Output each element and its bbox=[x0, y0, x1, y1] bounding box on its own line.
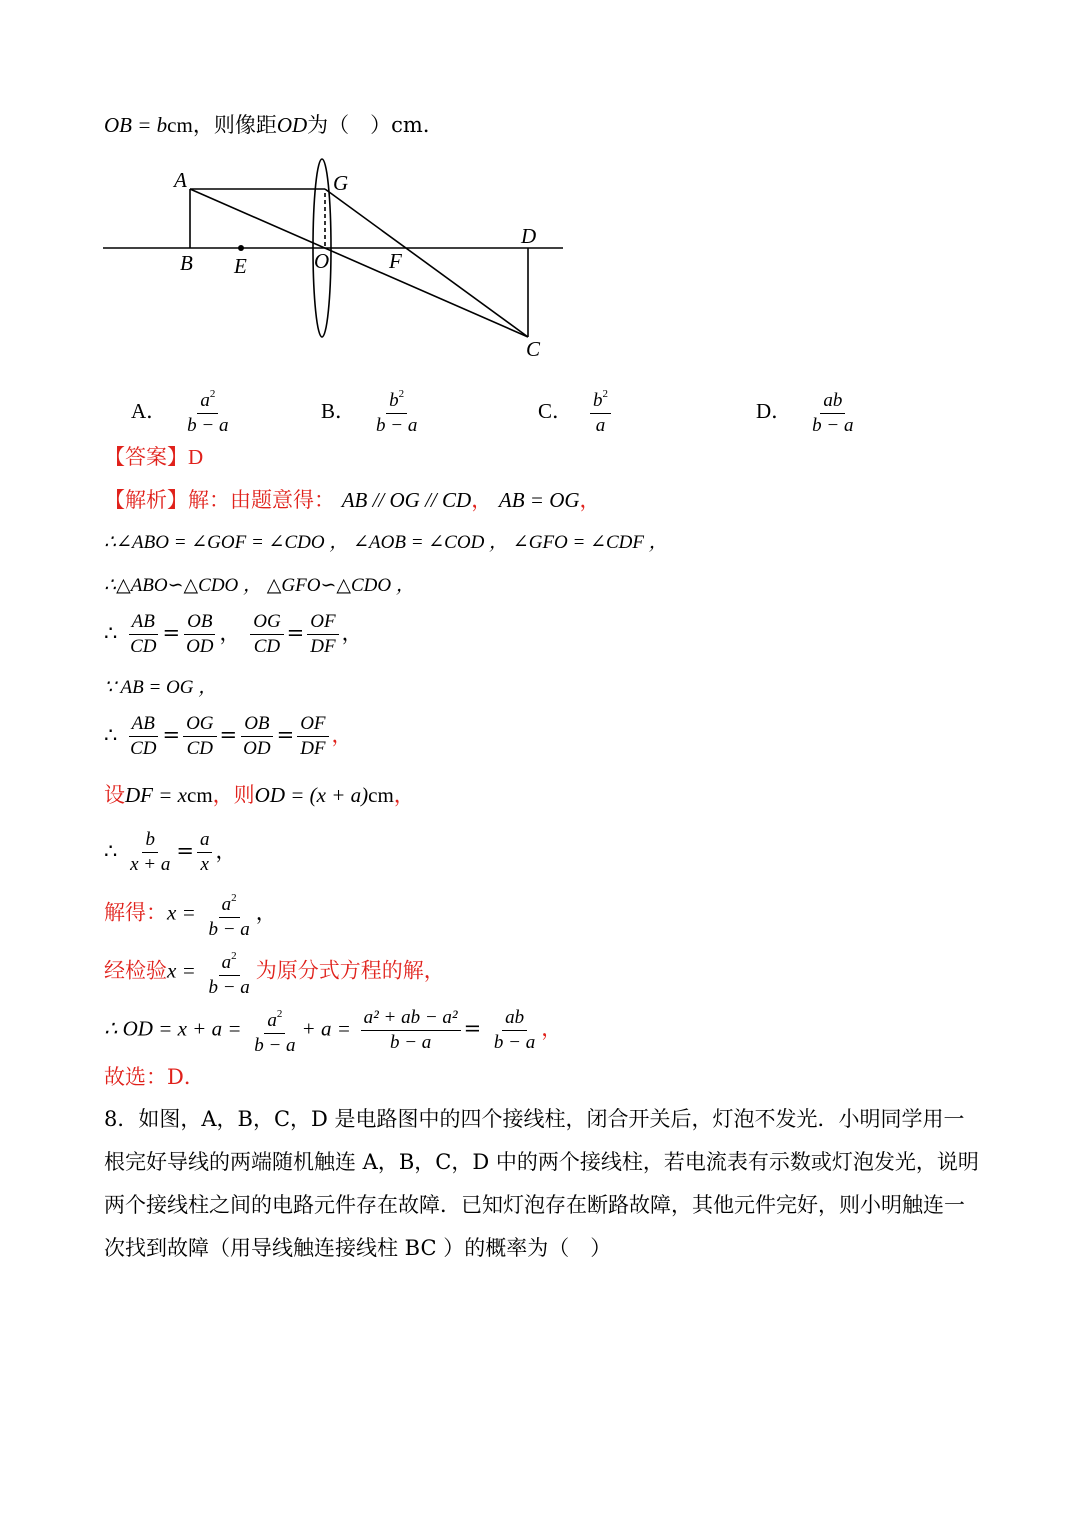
equation-line: ∴ $\frac{b}{x + a}$ = $\frac{a}{x}$ ， bbox=[104, 829, 237, 875]
problem-8: 8．如图，A，B，C，D 是电路图中的四个接线柱，闭合开关后，灯泡不发光．小明同学用一根完好导线的两端随机触连 A，B，C，D 中的两个接线柱，若电流表有示数或灯泡发光，说明两个接线柱之间的电路元件存在故障．已知灯泡存在断路故障，其他元件完好，则小明触连一次找到故障（用导线触连接线柱 BC ）的概率为（ ） bbox=[104, 1107, 979, 1260]
ob-eq: OB = b bbox=[104, 113, 168, 137]
ratio-line-1: ∴ $\frac{AB}{CD}$ = $\frac{OB}{OD}$ ， $\frac{OG}{CD}$ = $\frac{OF}{DF}$ ， bbox=[104, 611, 363, 657]
similar-triangles: ∴△ABO∽△CDO ， △GFO∽△CDO ， bbox=[104, 575, 415, 596]
label-c: C bbox=[526, 337, 541, 361]
label-o: O bbox=[314, 249, 330, 273]
label-f: F bbox=[389, 249, 402, 273]
ray-gc bbox=[325, 189, 528, 337]
option-d[interactable]: D． $\frac{ab}{b - a}$ bbox=[756, 382, 860, 438]
label-e: E bbox=[234, 254, 247, 278]
label-a: A bbox=[174, 168, 187, 192]
lens-diagram bbox=[0, 150, 600, 370]
conclusion: 故选：D． bbox=[104, 1065, 205, 1089]
ratio-line-2: ∴ $\frac{AB}{CD}$ = $\frac{OG}{CD}$ = $\frac{OB}{OD}$ = $\frac{OF}{DF}$ ， bbox=[104, 713, 353, 759]
verify-line: 经检验x = $\frac{a^2}{b - a}$ 为原分式方程的解， bbox=[104, 944, 445, 1000]
label-d: D bbox=[521, 224, 537, 248]
option-a[interactable]: A． $\frac{a^2}{b - a}$ bbox=[131, 382, 235, 438]
set-variable-line: 设DF = xcm，则OD = (x + a)cm， bbox=[104, 783, 415, 807]
label-b: B bbox=[180, 251, 193, 275]
option-c[interactable]: C． $\frac{b^2}{a}$ bbox=[538, 382, 614, 438]
option-b[interactable]: B． $\frac{b^2}{b - a}$ bbox=[321, 382, 423, 438]
angle-equalities: ∴∠ABO = ∠GOF = ∠CDO ， ∠AOB = ∠COD ， ∠GFO = ∠CDF ， bbox=[104, 532, 668, 553]
od-result-line: ∴ OD = x + a = $\frac{a^2}{b - a}$ + a = $\frac{\text{a² + ab − a²}}{b - a}$ = $\frac{ab}{b - a}$ ， bbox=[104, 1002, 562, 1058]
because-line: ∵ AB = OG ， bbox=[104, 677, 218, 698]
point-e bbox=[238, 245, 244, 251]
answer-line: 【答案】D bbox=[104, 445, 204, 469]
question-tail: OB = bcm，则像距OD为（ ）cm． bbox=[104, 113, 444, 137]
label-g: G bbox=[333, 171, 349, 195]
solve-line: 解得：x = $\frac{a^2}{b - a}$ ， bbox=[104, 886, 277, 942]
analysis-intro: 【解析】解：由题意得： AB // OG // CD， AB = OG， bbox=[104, 488, 601, 512]
